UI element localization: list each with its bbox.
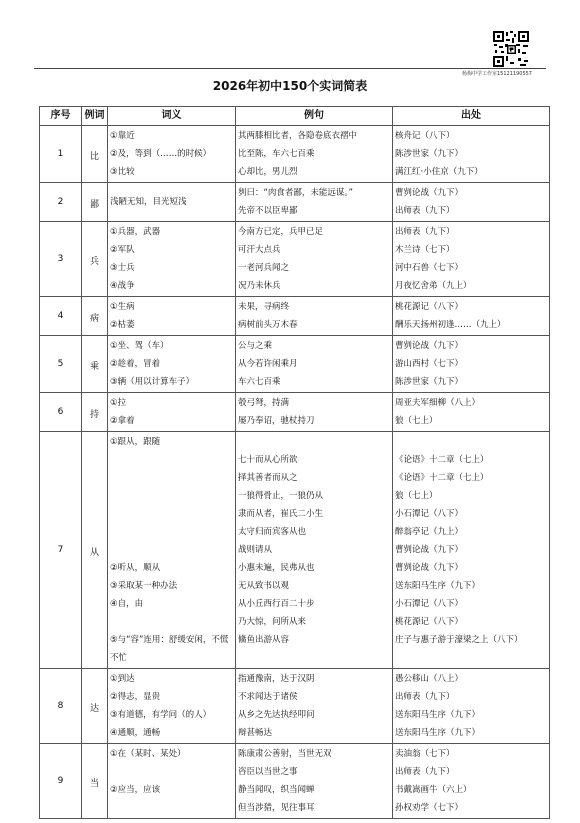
example-sentence-cell xyxy=(236,432,393,669)
meaning-line: ①兵器，武器 xyxy=(110,227,161,237)
source-line: 周亚夫军细柳（八上） xyxy=(395,398,481,408)
example-word-cell xyxy=(82,744,108,819)
example-sentence-line: 太守归而宾客从也 xyxy=(238,527,307,537)
source-line: 月夜忆舍弟（九上） xyxy=(395,281,472,291)
meaning-cell xyxy=(108,297,236,336)
table-row xyxy=(40,336,550,393)
source-line: 狼（七上） xyxy=(395,416,438,426)
meaning-line xyxy=(110,505,233,523)
example-sentence-line: 咨臣以当世之事 xyxy=(238,767,298,777)
meaning-line: ②趁着，冒着 xyxy=(110,359,161,369)
table-row xyxy=(40,183,550,222)
example-sentence-cell xyxy=(236,297,393,336)
example-word: 乘 xyxy=(89,362,99,372)
example-sentence-line: 比至陈，车六七百乘 xyxy=(238,149,315,159)
example-word-cell xyxy=(82,432,108,669)
example-sentence-line: 刿曰：“肉食者鄙，未能远谋。” xyxy=(238,188,354,198)
source-cell xyxy=(393,432,550,669)
example-sentence-cell xyxy=(236,336,393,393)
table-row xyxy=(40,393,550,432)
table-row xyxy=(40,432,550,669)
meaning-cell xyxy=(108,432,236,669)
source-line: 愚公移山（八上） xyxy=(395,674,464,684)
meaning-cell xyxy=(108,183,236,222)
meaning-line: ②军队 xyxy=(110,245,135,255)
example-sentence-line: 无从致书以观 xyxy=(238,581,290,591)
row-number: 7 xyxy=(40,432,82,669)
example-sentence-line: 小惠未遍，民弗从也 xyxy=(238,563,315,573)
example-sentence-line: 七十而从心所欲 xyxy=(238,455,298,465)
example-sentence-line: 况乃未休兵 xyxy=(238,281,281,291)
meaning-line xyxy=(110,799,233,817)
meaning-line: ②枯萎 xyxy=(110,320,135,330)
source-cell xyxy=(393,222,550,297)
meaning-line xyxy=(110,451,233,469)
example-sentence-cell xyxy=(236,744,393,819)
example-sentence-cell xyxy=(236,183,393,222)
example-sentence-line: 从今若许闲乘月 xyxy=(238,359,298,369)
row-number: 2 xyxy=(40,183,82,222)
example-sentence-line: 鯈鱼出游从容 xyxy=(238,635,290,645)
source-line: 卖油翁（七下） xyxy=(395,749,455,759)
example-word: 兵 xyxy=(89,257,99,267)
example-sentence-line: 车六七百乘 xyxy=(238,377,281,387)
meaning-line: ④通顺，通畅 xyxy=(110,728,161,738)
meaning-cell xyxy=(108,222,236,297)
meaning-cell xyxy=(108,336,236,393)
source-line: 出师表（九下） xyxy=(395,206,455,216)
example-sentence-line: 可汗大点兵 xyxy=(238,245,281,255)
example-sentence-line: 公与之乘 xyxy=(238,341,273,351)
table-row xyxy=(40,297,550,336)
source-line: 曹刿论战（九下） xyxy=(395,545,464,555)
meaning-line: ①跟从，跟随 xyxy=(110,437,161,447)
source-line: 书戴嵩画牛（六上） xyxy=(395,785,472,795)
example-word: 持 xyxy=(89,410,99,420)
meaning-line: ④战争 xyxy=(110,281,135,291)
example-sentence-cell xyxy=(236,126,393,183)
source-line: 核舟记（八下） xyxy=(395,131,455,141)
source-cell xyxy=(393,126,550,183)
example-sentence-line: 病树前头万木春 xyxy=(238,320,298,330)
example-sentence-line: 静当闻叹，织当闻蝉 xyxy=(238,785,315,795)
source-cell xyxy=(393,336,550,393)
meaning-line: ①到达 xyxy=(110,674,135,684)
meaning-line: ③采取某一种办法 xyxy=(110,581,178,591)
meaning-line xyxy=(110,541,233,559)
source-line: 送东阳马生序（九下） xyxy=(395,710,481,720)
example-sentence-line: 但当涉猎，见往事耳 xyxy=(238,803,315,813)
example-word: 达 xyxy=(89,704,99,714)
example-sentence-line: 陈康肃公善射，当世无双 xyxy=(238,749,332,759)
example-sentence-line: 从小丘西行百二十步 xyxy=(238,599,315,609)
source-line: 陈涉世家（九下） xyxy=(395,377,464,387)
source-line: 酬乐天扬州初逢……（九上） xyxy=(395,320,506,330)
example-sentence-line: 未果，寻病终 xyxy=(238,302,290,312)
example-sentence-cell xyxy=(236,393,393,432)
source-line: 曹刿论战（九下） xyxy=(395,563,464,573)
example-sentence-line: 从乡之先达执经叩问 xyxy=(238,710,315,720)
source-line: 狼（七上） xyxy=(395,491,438,501)
column-header-meaning: 词义 xyxy=(108,107,236,126)
column-header-example: 例句 xyxy=(236,107,393,126)
qr-code xyxy=(492,30,530,68)
table-header-row xyxy=(40,107,550,126)
source-line: 小石潭记（八下） xyxy=(395,599,464,609)
example-sentence-line: 隶而从者，崔氏二小生 xyxy=(238,509,324,519)
example-word-cell xyxy=(82,336,108,393)
example-word-cell xyxy=(82,297,108,336)
example-sentence-line: 一狼得骨止，一狼仍从 xyxy=(238,491,324,501)
row-number: 3 xyxy=(40,222,82,297)
example-word: 鄙 xyxy=(89,200,99,210)
row-number: 8 xyxy=(40,669,82,744)
meaning-cell xyxy=(108,669,236,744)
source-line: 出师表（九下） xyxy=(395,227,455,237)
example-sentence-line: 乃大惊，问所从来 xyxy=(238,617,307,627)
example-sentence-line: 先帝不以臣卑鄙 xyxy=(238,206,298,216)
example-sentence-line: 屡乃奉诏，驰杖持刀 xyxy=(238,416,315,426)
row-number: 4 xyxy=(40,297,82,336)
meaning-line: ①坐、驾（车） xyxy=(110,341,169,351)
source-line: 游山西村（七下） xyxy=(395,359,464,369)
example-word: 从 xyxy=(89,548,99,558)
meaning-line: ④自，由 xyxy=(110,599,144,609)
column-header-no: 序号 xyxy=(40,107,82,126)
row-number: 6 xyxy=(40,393,82,432)
source-line: 醉翁亭记（九上） xyxy=(395,527,464,537)
example-sentence-line: 择其善者而从之 xyxy=(238,473,298,483)
example-word-cell xyxy=(82,393,108,432)
meaning-line: ③有道德，有学问（的人） xyxy=(110,710,212,720)
source-line: 曹刿论战（九下） xyxy=(395,188,464,198)
example-word: 当 xyxy=(89,779,99,789)
source-line: 曹刿论战（九下） xyxy=(395,341,464,351)
header-rule xyxy=(34,68,546,69)
source-line: 《论语》十二章（七上） xyxy=(395,455,489,465)
source-line: 送东阳马生序（九下） xyxy=(395,581,481,591)
table-row xyxy=(40,744,550,819)
example-word-cell xyxy=(82,126,108,183)
meaning-line xyxy=(110,763,233,781)
meaning-line: ②拿着 xyxy=(110,416,135,426)
meaning-line: ⑤与“容”连用：舒缓安闲，不慌不忙 xyxy=(110,635,229,663)
example-sentence-line: 一老河兵闻之 xyxy=(238,263,290,273)
example-sentence-line: 心却比，男儿烈 xyxy=(238,167,298,177)
column-header-source: 出处 xyxy=(393,107,550,126)
source-line: 出师表（九下） xyxy=(395,692,455,702)
source-line: 河中石兽（七下） xyxy=(395,263,464,273)
meaning-line: ③辆（用以计算车子） xyxy=(110,377,195,387)
example-word-cell xyxy=(82,669,108,744)
table-row xyxy=(40,669,550,744)
example-sentence-line: 辩甚畅达 xyxy=(238,728,273,738)
example-word-cell xyxy=(82,183,108,222)
source-line: 庄子与惠子游于濠梁之上（八下） xyxy=(395,635,523,645)
meaning-line: ②听从，顺从 xyxy=(110,563,161,573)
source-line: 木兰诗（七下） xyxy=(395,245,455,255)
meaning-line: ③比较 xyxy=(110,167,135,177)
meaning-line: ③士兵 xyxy=(110,263,135,273)
source-cell xyxy=(393,183,550,222)
source-line: 满江红·小住京（九下） xyxy=(395,167,483,177)
source-cell xyxy=(393,297,550,336)
example-word: 比 xyxy=(89,152,99,162)
meaning-line: ①生病 xyxy=(110,302,135,312)
source-line: 小石潭记（八下） xyxy=(395,509,464,519)
example-sentence-line: 战则请从 xyxy=(238,545,273,555)
meaning-line: ②应当，应该 xyxy=(110,785,161,795)
source-line: 桃花源记（八下） xyxy=(395,302,464,312)
meaning-line xyxy=(110,613,233,631)
meaning-line xyxy=(110,487,233,505)
meaning-line: ①拉 xyxy=(110,398,127,408)
example-sentence-line: 不求闻达于诸侯 xyxy=(238,692,298,702)
row-number: 1 xyxy=(40,126,82,183)
example-sentence-cell xyxy=(236,222,393,297)
table-row xyxy=(40,126,550,183)
example-sentence-cell xyxy=(236,669,393,744)
source-line: 孙权劝学（七下） xyxy=(395,803,464,813)
example-word-cell xyxy=(82,222,108,297)
studio-label: 杨梅中学工作室15121190557 xyxy=(462,71,532,77)
page-title: 2026年初中150个实词简表 xyxy=(212,79,368,93)
source-line: 出师表（九下） xyxy=(395,767,455,777)
vocab-table xyxy=(39,106,550,819)
meaning-line: ②得志，显贵 xyxy=(110,692,161,702)
table-row xyxy=(40,222,550,297)
meaning-line: ①在（某时、某处） xyxy=(110,749,186,759)
source-line: 《论语》十二章（七上） xyxy=(395,473,489,483)
source-line: 送东阳马生序（九下） xyxy=(395,728,481,738)
example-sentence-line: 指通豫南，达于汉阴 xyxy=(238,674,315,684)
meaning-line: ②及，等到（……的时候） xyxy=(110,149,212,159)
row-number: 5 xyxy=(40,336,82,393)
meaning-cell xyxy=(108,393,236,432)
example-sentence-line: 今南方已定，兵甲已足 xyxy=(238,227,324,237)
example-sentence-line: 彀弓弩，持满 xyxy=(238,398,290,408)
source-line: 桃花源记（八下） xyxy=(395,617,464,627)
source-line: 陈涉世家（九下） xyxy=(395,149,464,159)
meaning-cell xyxy=(108,126,236,183)
meaning-line: 浅陋无知，目光短浅 xyxy=(110,197,187,207)
meaning-line xyxy=(110,469,233,487)
meaning-cell xyxy=(108,744,236,819)
source-cell xyxy=(393,744,550,819)
example-sentence-line: 其两膝相比者，各隐卷底衣褶中 xyxy=(238,131,358,141)
source-cell xyxy=(393,669,550,744)
example-word: 病 xyxy=(89,314,99,324)
meaning-line: ①靠近 xyxy=(110,131,135,141)
row-number: 9 xyxy=(40,744,82,819)
source-cell xyxy=(393,393,550,432)
meaning-line xyxy=(110,523,233,541)
column-header-word: 例词 xyxy=(82,107,108,126)
